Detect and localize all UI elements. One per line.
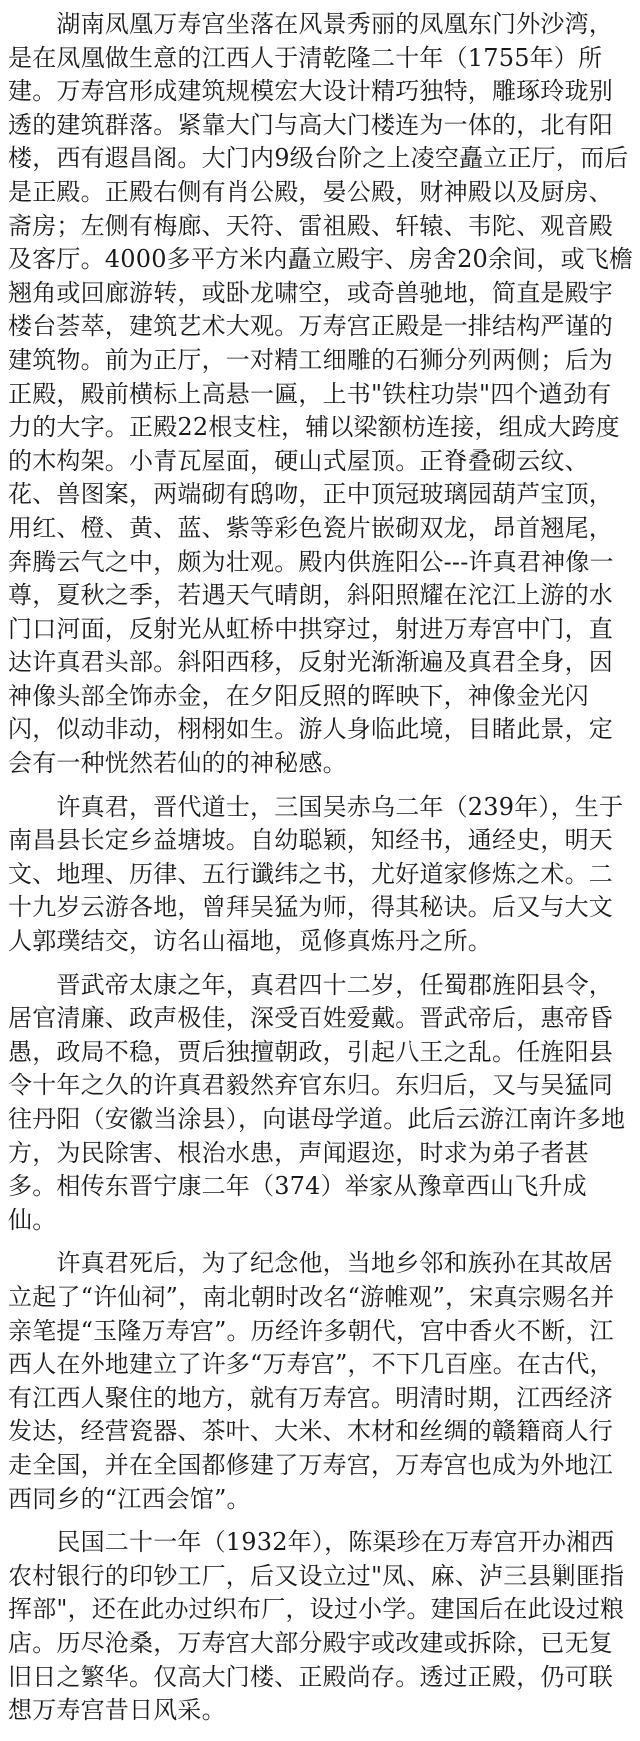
paragraph-wanshougong-description: 湖南凤凰万寿宫坐落在风景秀丽的凤凰东门外沙湾，是在凤凰做生意的江西人于清乾隆二十年（1755年）所建。万寿宫形成建筑规模宏大设计精巧独特，雕琢玲珑别透的建筑群落。紧靠大门与高大门楼连为一体的，北有阳楼，西有遐昌阁。大门内9级台阶之上凌空矗立正厅，而后是正殿。正殿右侧有肖公殿，晏公殿，财神殿以及厨房、斋房；左侧有梅廊、天符、雷祖殿、轩辕、韦陀、观音殿及客厅。4000多平方米内矗立殿宇、房舍20余间，或飞檐翘角或回廊游转，或卧龙啸空，或奇兽驰地，简直是殿宇楼台荟萃，建筑艺术大观。万寿宫正殿是一排结构严谨的建筑物。前为正厅，一对精工细雕的石狮分列两侧；后为正殿，殿前横标上高悬一匾，上书"铁柱功崇"四个遒劲有力的大字。正殿22根支柱，辅以梁额枋连接，组成大跨度的木构架。小青瓦屋面，硬山式屋顶。正脊叠砌云纹、花、兽图案，两端砌有鸱吻，正中顶冠玻璃园葫芦宝顶，用红、橙、黄、蓝、紫等彩色瓷片嵌砌双龙，昂首翘尾，奔腾云气之中，颇为壮观。殿内供旌阳公---许真君神像一尊，夏秋之季，若遇天气晴朗，斜阳照耀在沱江上游的水门口河面，反射光从虹桥中拱穿过，射进万寿宫中门，直达许真君头部。斜阳西移，反射光渐渐遍及真君全身，因神像头部全饰赤金，在夕阳反照的晖映下，神像金光闪闪，似动非动，栩栩如生。游人身临此境，目睹此景，定会有一种恍然若仙的的神秘感。 [8,10,634,778]
paragraph-wanshougong-history: 许真君死后，为了纪念他，当地乡邻和族孙在其故居立起了“许仙祠”，南北朝时改名“游帷观”，宋真宗赐名并亲笔提“玉隆万寿宫”。历经许多朝代，宫中香火不断，江西人在外地建立了许多“万寿宫”，不下几百座。在古代，有江西人聚住的地方，就有万寿宫。明清时期，江西经济发达，经营瓷器、茶叶、大米、木材和丝绸的赣籍商人行走全国，并在全国都修建了万寿宫，万寿宫也成为外地江西同乡的“江西会馆”。 [8,1249,615,1513]
paragraph-xu-zhenjun-biography: 许真君，晋代道士，三国吴赤乌二年（239年），生于南昌县长定乡益塘坡。自幼聪颖，知经书，通经史，明天文、地理、历律、五行谶纬之书，尤好道家修炼之术。二十九岁云游各地，曾拜吴猛为师，得其秘诀。后又与大文人郭璞结交，访名山福地，觅修真炼丹之所。 [8,792,624,956]
paragraph-republic-era: 民国二十一年（1932年），陈渠珍在万寿宫开办湘西农村银行的印钞工厂，后又设立过"凤、麻、泸三县剿匪指挥部"，还在此办过织布厂，设过小学。建国后在此设过粮店。历尽沧桑，万寿宫大部分殿宇或改建或拆除，已无复旧日之繁华。仅高大门楼、正殿尚存。透过正殿，仍可联想万寿宫昔日风采。 [8,1528,625,1725]
paragraph-jingyang-magistrate: 晋武帝太康之年，真君四十二岁，任蜀郡旌阳县令，居官清廉、政声极佳，深受百姓爱戴。晋武帝后，惠帝昏愚，政局不稳，贾后独擅朝政，引起八王之乱。任旌阳县令十年之久的许真君毅然弃官东归。东归后，又与吴猛同往丹阳（安徽当涂县），向谌母学道。此后云游江南许多地方，为民除害、根治水患，声闻遐迩，时求为弟子者甚多。相传东晋宁康二年（374）举家从豫章西山飞升成仙。 [8,970,626,1234]
